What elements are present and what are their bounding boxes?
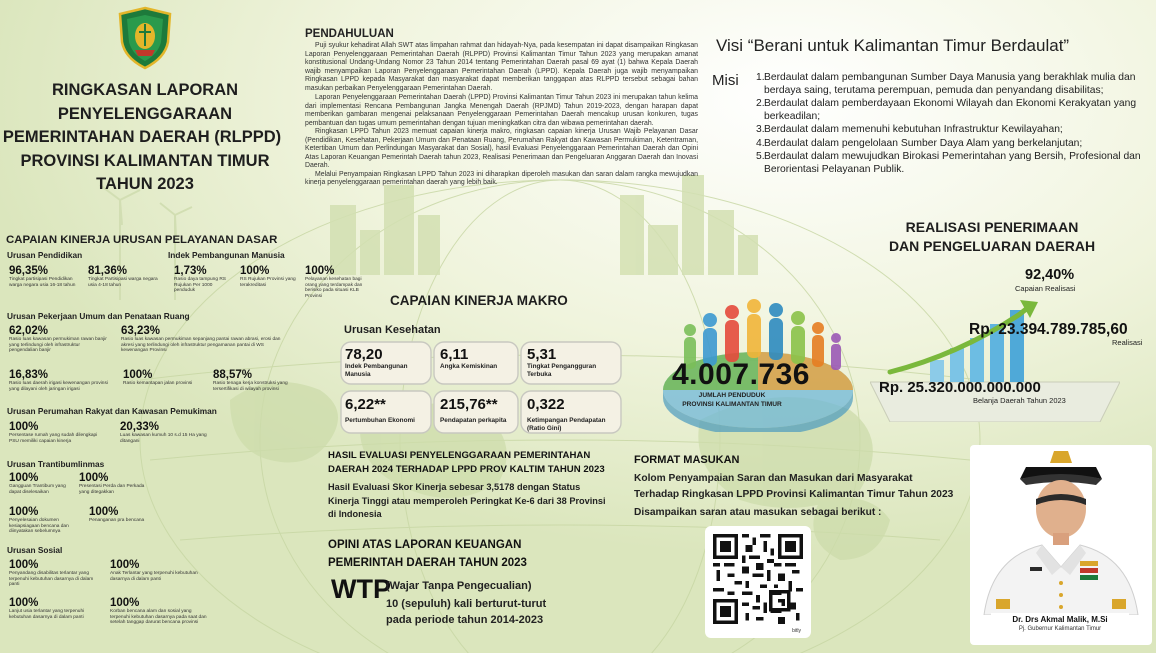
indicator-desc: Penyandang disabilitas terlantar yang terpenuhi kebutuhan dasarnya di dalam panti (9, 571, 94, 588)
indicator-desc: Rasio luas daerah irigasi kewenangan provinsi yang dilayani oleh jaringan irigasi (9, 381, 108, 392)
macro-label: Angka Kemiskinan (440, 363, 498, 370)
misi-item (756, 72, 1141, 97)
population-label-line: JUMLAH PENDUDUK (698, 392, 766, 399)
official-portrait (970, 445, 1152, 615)
makro-title: CAPAIAN KINERJA MAKRO (390, 293, 568, 308)
indicator-value: 100% (305, 265, 335, 277)
indicator-desc: Pelayanan kesehatan bagi orang yang terdampak dan berisiko pada situasi KLB Provinsi (305, 277, 363, 299)
indicator-desc: Tingkat partisipasi Pendidikan warga negara usia 16-18 tahun (9, 277, 76, 288)
indicator-value: 100% (79, 472, 109, 484)
misi-number: 5. (756, 151, 765, 162)
macro-value: 6,11 (440, 346, 469, 363)
misi-text: Berdaulat dalam pemberdayaan Ekonomi Wilayah dan Ekonomi Kerakyatan yang berkeadilan; (764, 98, 1137, 122)
indicator-desc: Persentase rumah yang sudah dilengkapi PSU memiliki capaian kinerja (9, 433, 98, 444)
realisasi-title-line: DAN PENGELUARAN DAERAH (888, 238, 1096, 254)
paragraph: Melalui Penyampaian Ringkasan LPPD Tahun 2023 ini diharapkan diperoleh masukan dan saran dalam rangka mewujudkan kinerja penyelenggaraan pemerintahan daerah yang lebih baik. (305, 170, 698, 186)
subheading-sosial: Urusan Sosial (7, 545, 63, 555)
paragraph: Puji syukur kehadirat Allah SWT atas limpahan rahmat dan hidayah-Nya, pada kesempatan ini dapat disampaikan Ringkasan Laporan Penyelenggaraan Pemerintahan Daerah (RLPPD) Provinsi Kalimantan Timur Tahun 2023 yang merupakan amanat konstitusional Undang-Undang Nomor 23 Tahun 2014 tentang Pemerintahan Daerah pasal 69 ayat (1) bahwa Kepala Daerah wajib menyampaikan Laporan Penyelenggaraan Pemerintahan Daerah (LPPD). Kepala Daerah juga wajib menyampaikan Ringkasan LPPD kepada Masyarakat dan masyarakat dapat memberikan tanggapan atas RLPPD tersebut sebagai bahan masukan perbaikan Penyelenggaraan Pemerintahan Daerah. (305, 42, 698, 92)
macro-label: Tingkat Pengangguran Terbuka (527, 363, 597, 378)
pendahuluan-section (305, 28, 698, 188)
indicator-value: 100% (9, 472, 39, 484)
indicator-desc: Korban bencana alam dan sosial yang terpenuhi kebutuhan dasarnya pada saat dan setelah tanggap darurat bencana provinsi (110, 609, 207, 626)
indicator-desc: Penyelesaian dokumen kesiapsiagaan bencana dan diinyatakan sebelumnya (9, 518, 69, 535)
misi-item (756, 151, 1141, 176)
opini-title-line: OPINI ATAS LAPORAN KEUANGAN (328, 539, 522, 551)
macro-label: Pertumbuhan Ekonomi (345, 417, 415, 424)
indicator-value: 100% (9, 597, 39, 609)
macro-indicator (527, 346, 617, 378)
indicator-value: 88,57% (213, 369, 253, 381)
opini-line: 10 (sepuluh) kali berturut-turut (386, 598, 547, 610)
indicator-value: 100% (110, 597, 140, 609)
misi-label: Misi (712, 72, 739, 89)
misi-text: Berdaulat dalam memenuhi kebutuhan Infrastruktur Kewilayahan; (764, 124, 1063, 135)
belanja-label: Belanja Daerah Tahun 2023 (973, 396, 1066, 405)
indicator (240, 265, 298, 288)
macro-label: Pendapatan perkapita (440, 417, 507, 424)
indicator (121, 325, 281, 354)
macro-label: Indek Pembangunan Manusia (345, 363, 408, 378)
title-line: PROVINSI KALIMANTAN TIMUR (20, 151, 270, 170)
indicator (9, 559, 99, 588)
realisasi-label: Realisasi (1112, 338, 1143, 347)
population-label (676, 392, 788, 409)
indicator-value: 100% (123, 369, 153, 381)
evaluasi-body (328, 481, 606, 522)
indicator (9, 265, 79, 288)
macro-value: 215,76** (440, 396, 498, 413)
indicator-desc: Rasio kemantapan jalan provinsi (123, 381, 193, 386)
macro-value: 6,22** (345, 396, 386, 413)
official-name-plate (991, 613, 1129, 641)
masukan-line: Kolom Penyampaian Saran dan Masukan dari Masyarakat (634, 473, 913, 484)
misi-text: Berdaulat dalam mewujudkan Birokasi Pemerintahan yang Bersih, Profesional dan Berorientasi Pelayanan Publik. (764, 151, 1141, 175)
realisasi-title-line: REALISASI PENERIMAAN (905, 219, 1079, 235)
belanja-value: Rp. 25.320.000.000.000 (879, 379, 1041, 396)
official-name: Dr. Drs Akmal Malik, M.Si (1012, 615, 1108, 624)
indicator-desc: Tingkat Partisipasi warga negara usia 4-18 tahun (88, 277, 158, 288)
indicator (120, 421, 210, 444)
indicator-desc: Luas kawasan kumuh 10 s.d 15 Ha yang ditangani (120, 433, 207, 444)
population-label-line: PROVINSI KALIMANTAN TIMUR (682, 400, 782, 408)
paragraph: Laporan Penyelenggaraan Pemerintahan Daerah (LPPD) Provinsi Kalimantan Timur Tahun 2023 ini merupakan tahun kelima dari implementasi Rencana Pembangunan Jangka Menengah Daerah (RPJMD) Tahun 2019-2023, dengan harapan dapat memberikan gambaran mengenai pelaksanaan Penyelenggaraan Pemerintahan Daerah mencakup urusan konkuren, tugas pembantuan dan tugas umum pemerintahan dengan tujuan meningkatkan citra dan wibawa pemerintahan daerah. (305, 94, 698, 127)
indicator-value: 100% (9, 559, 39, 571)
subheading-ipm: Indek Pembangunan Manusia (168, 250, 285, 260)
macro-indicator (440, 396, 524, 425)
indicator (79, 472, 151, 495)
misi-item (756, 124, 1141, 137)
evaluasi-line: di Indonesia (328, 509, 382, 519)
misi-number: 3. (756, 124, 765, 135)
wtp-description: (Wajar Tanpa Pengecualian) (386, 580, 532, 592)
indicator (9, 325, 109, 354)
evaluasi-title-line: DAERAH 2024 TERHADAP LPPD PROV KALTIM TAHUN 2023 (328, 464, 605, 475)
opini-line: pada periode tahun 2014-2023 (386, 613, 544, 626)
visi-statement: Visi “Berani untuk Kalimantan Timur Berdaulat” (716, 36, 1070, 55)
indicator-desc: Presentasi Perda dan Perkada yang ditegakkan (79, 484, 145, 495)
misi-text: Berdaulat dalam pengelolaan Sumber Daya Alam yang berkelanjutan; (764, 137, 1083, 149)
masukan-instruction: Disampaikan saran atau masukan sebagai berikut : (634, 507, 882, 518)
makro-kesehatan-subheading: Urusan Kesehatan (344, 324, 441, 336)
indicator-value: 100% (240, 265, 270, 277)
misi-list (756, 72, 1141, 176)
title-line: TAHUN 2023 (96, 175, 194, 193)
population-value: 4.007.736 (672, 358, 810, 391)
indicator-desc: Gangguan Trantibum yang dapat diselesaikan (9, 484, 66, 495)
evaluasi-title-line: HASIL EVALUASI PENYELENGGARAAN PEMERINTAHAN (328, 450, 591, 461)
indicator (9, 369, 114, 392)
indicator-value: 20,33% (120, 421, 160, 433)
evaluasi-title (328, 449, 605, 477)
misi-item (756, 138, 1141, 151)
macro-indicator (527, 396, 623, 432)
wtp-label: WTP (331, 574, 391, 604)
opini-details (386, 597, 546, 628)
indicator-value: 63,23% (121, 325, 161, 337)
capaian-realisasi-label: Capaian Realisasi (1015, 284, 1076, 293)
title-line: RINGKASAN LAPORAN (51, 81, 239, 99)
pendahuluan-title: PENDAHULUAN (305, 28, 394, 40)
indicator-desc: Rasio luas kawasan permukiman sepanjang pantai rawan abrasi, erosi dan akresi yang terlindungi oleh infrastruktur pengamanan pantai di WS kewenangan Provinsi (121, 337, 281, 354)
indicator (110, 597, 210, 626)
evaluasi-line: Hasil Evaluasi Skor Kinerja sebesar 3,5178 dengan Status (328, 482, 581, 492)
misi-number: 1. (756, 72, 765, 83)
indicator (9, 506, 87, 535)
qr-code-pattern (713, 534, 803, 624)
masukan-title: FORMAT MASUKAN (634, 454, 740, 466)
indicator-value: 81,36% (88, 265, 128, 277)
indicator (88, 265, 164, 288)
misi-number: 2. (756, 98, 765, 109)
indicator (213, 369, 313, 392)
misi-item (756, 98, 1141, 123)
indicator-desc: Rasio tenaga kerja konstruksi yang tersertifikasi di wilayah provinsi (213, 381, 288, 392)
qr-caption: bitly (792, 628, 801, 634)
subheading-pendidikan: Urusan Pendidikan (7, 250, 83, 260)
indicator-value: 96,35% (9, 265, 49, 277)
macro-value: 78,20 (345, 346, 383, 363)
indicator (9, 472, 75, 495)
macro-indicator (440, 346, 518, 371)
indicator-desc: RS Rujukan Provinsi yang terakreditasi (240, 277, 296, 288)
indicator-desc: Anak Terlantar yang terpenuhi kebutuhan dasarnya di dalam panti (110, 571, 198, 582)
indicator (123, 369, 203, 387)
macro-value: 0,322 (527, 396, 565, 413)
misi-number: 4. (756, 137, 765, 149)
subheading-trantibum: Urusan Trantibumlinmas (7, 459, 105, 469)
opini-title-line: PEMERINTAH DAERAH TAHUN 2023 (328, 557, 527, 569)
official-portrait-card (970, 445, 1152, 645)
title-line: PEMERINTAHAN DAERAH (RLPPD) (2, 128, 282, 146)
indicator-value: 100% (89, 506, 119, 518)
indicator (9, 421, 104, 444)
paragraph: Ringkasan LPPD Tahun 2023 memuat capaian kinerja makro, ringkasan capaian kinerja Urusan Wajib Pelayanan Dasar (Pendidikan, Kesehatan, Pekerjaan Umum dan Penataan Ruang, Perumahan Rakyat dan Kawasan Permukiman, Ketentraman, Ketertiban Umum dan Perlindungan Masyarakat dan Sosial), hasil Evaluasi Penyelenggaraan Pemerintahan Daerah dan Opini Atas Laporan Keuangan Pemerintah Daerah tahun 2023, Realisasi Penerimaan dan Pengeluaran Anggaran Daerah dan Inovasi Daerah. (305, 128, 698, 169)
indicator-value: 1,73% (174, 265, 207, 277)
indicator-value: 100% (9, 506, 39, 518)
indicator-desc: Penanganan pra bencana (89, 518, 145, 523)
subheading-pupr: Urusan Pekerjaan Umum dan Penataan Ruang (7, 311, 190, 321)
report-title (0, 79, 290, 197)
indicator-desc: Lanjut usia terlantar yang terpenuhi kebutuhan dasarnya di dalam panti (9, 609, 85, 620)
opini-title (328, 536, 527, 572)
macro-value: 5,31 (527, 346, 557, 363)
capaian-realisasi-value: 92,40% (1025, 267, 1075, 283)
title-line: PENYELENGGARAAN (57, 104, 233, 123)
official-role: Pj. Gubernur Kalimantan Timur (1018, 626, 1102, 632)
realisasi-title (872, 218, 1112, 256)
indicator-value: 16,83% (9, 369, 49, 381)
section-heading-pelayanan-dasar: CAPAIAN KINERJA URUSAN PELAYANAN DASAR (6, 234, 278, 246)
macro-indicator (345, 396, 429, 425)
indicator-value: 62,02% (9, 325, 49, 337)
macro-label: Ketimpangan Pendapatan (Ratio Gini) (527, 417, 606, 432)
indicator (174, 265, 232, 294)
macro-indicator (345, 346, 429, 378)
indicator-desc: Rasio daya tampung RS Rujukan Per 1000 penduduk (174, 277, 226, 294)
masukan-line: Terhadap Ringkasan LPPD Provinsi Kalimantan Timur Tahun 2023 (634, 488, 954, 500)
indicator-desc: Rasio luas kawasan permukiman rawan banjir yang terlindungi oleh infrastruktur pengendalian banjir (9, 337, 107, 354)
indicator-value: 100% (9, 421, 39, 433)
masukan-description (634, 471, 953, 502)
feedback-qr-code[interactable] (705, 526, 811, 638)
indicator-value: 100% (110, 559, 140, 571)
indicator (9, 597, 99, 620)
indicator (110, 559, 202, 582)
indicator (305, 265, 367, 299)
subheading-perkim: Urusan Perumahan Rakyat dan Kawasan Pemukiman (7, 406, 217, 416)
indicator (89, 506, 161, 524)
evaluasi-line: Kinerja Tinggi atau memperoleh Peringkat Ke-6 dari 38 Provinsi (328, 495, 606, 506)
realisasi-value: Rp. 23.394.789.785,60 (969, 321, 1128, 338)
provincial-emblem-logo (116, 6, 174, 70)
misi-text: Berdaulat dalam pembangunan Sumber Daya Manusia yang berakhlak mulia dan berdaya saing, terutama perempuan, pemuda dan penyandang disabilitas; (764, 72, 1136, 96)
